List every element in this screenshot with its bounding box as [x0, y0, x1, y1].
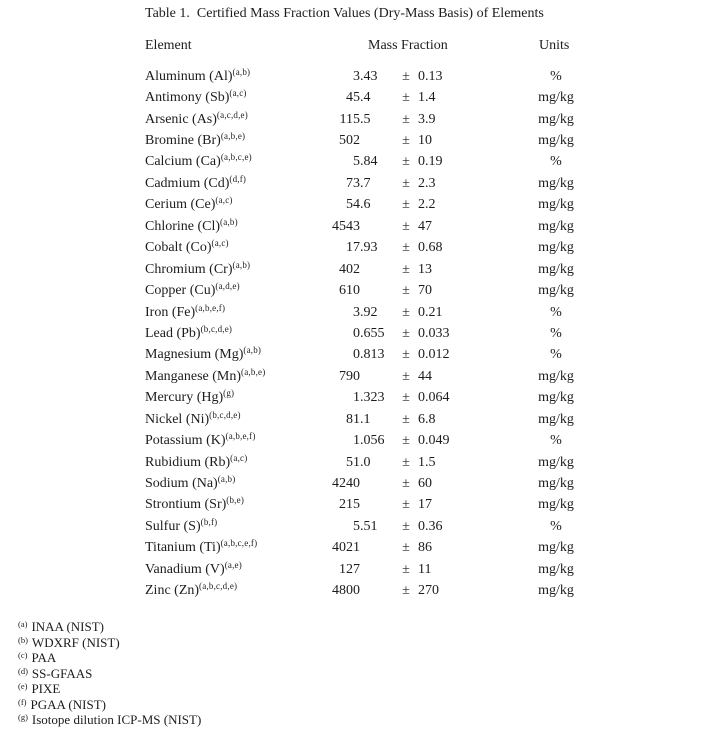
units-cell: mg/kg [538, 133, 574, 149]
table-row [145, 195, 644, 216]
uncertainty-value: 270 [418, 583, 439, 599]
element-name-cell [145, 283, 327, 299]
element-name: Lead (Pb) [145, 325, 201, 341]
footnote-line [18, 681, 201, 697]
footnote-line [18, 650, 201, 666]
uncertainty-value: 3.9 [418, 111, 436, 127]
mass-fraction-value-integer: 4240 [332, 476, 360, 492]
element-name-cell [145, 390, 327, 406]
mass-fraction-value-fraction: .323 [360, 390, 385, 406]
uncertainty-value: 0.049 [418, 433, 450, 449]
uncertainty-value: 0.012 [418, 347, 450, 363]
units-cell: % [550, 518, 562, 534]
plus-minus-sign: ± [402, 175, 410, 191]
element-name-cell [145, 109, 327, 128]
table-row [145, 388, 644, 409]
units-cell: % [550, 68, 562, 84]
uncertainty-value: 60 [418, 476, 432, 492]
element-name: Copper (Cu) [145, 283, 216, 299]
mass-fraction-value-integer: 1 [353, 433, 360, 449]
element-name-cell [145, 173, 327, 192]
footnote-marker: (g) [18, 712, 28, 722]
mass-fraction-value-fraction: .5 [360, 111, 371, 127]
mass-fraction-value-integer: 4543 [332, 218, 360, 234]
units-cell: mg/kg [538, 583, 574, 599]
element-footnote-superscript: (a,b,e) [220, 131, 246, 142]
element-footnote-superscript: (a,b,c,e) [220, 152, 252, 163]
element-footnote-superscript: (a,d,e) [215, 281, 240, 292]
mass-fraction-value-integer: 4800 [332, 583, 360, 599]
table-row [145, 152, 644, 173]
table-body [145, 66, 644, 602]
plus-minus-sign: ± [402, 283, 410, 299]
element-footnote-superscript: (b,c,d,e) [209, 409, 241, 420]
element-name: Vanadium (V) [145, 561, 225, 577]
table-row [145, 280, 644, 301]
element-name-cell [145, 323, 327, 342]
footnote-line [18, 697, 201, 713]
units-cell: mg/kg [538, 111, 574, 127]
table-row [145, 473, 644, 494]
units-cell: % [550, 347, 562, 363]
mass-fraction-value-fraction: .0 [360, 454, 371, 470]
mass-fraction-value-integer: 1 [353, 390, 360, 406]
plus-minus-sign: ± [402, 411, 410, 427]
plus-minus-sign: ± [402, 68, 410, 84]
element-name-cell [145, 347, 327, 363]
plus-minus-sign: ± [402, 583, 410, 599]
table-row [145, 366, 644, 387]
element-name: Mercury (Hg) [145, 390, 224, 406]
element-footnote-superscript: (a,c) [230, 452, 248, 463]
units-cell: % [550, 154, 562, 170]
uncertainty-value: 2.2 [418, 197, 436, 213]
plus-minus-sign: ± [402, 197, 410, 213]
element-footnote-superscript: (d,f) [229, 173, 247, 184]
plus-minus-sign: ± [402, 133, 410, 149]
element-name-cell [145, 497, 327, 513]
uncertainty-value: 0.36 [418, 518, 443, 534]
element-name-cell [145, 409, 327, 428]
mass-fraction-value-fraction: .056 [360, 433, 385, 449]
plus-minus-sign: ± [402, 90, 410, 106]
element-footnote-superscript: (a,c) [211, 238, 229, 249]
footnote-line [18, 712, 201, 728]
element-name: Sulfur (S) [145, 518, 201, 534]
footnote-line [18, 666, 201, 682]
mass-fraction-value-integer: 502 [339, 133, 360, 149]
units-cell: mg/kg [538, 540, 574, 556]
plus-minus-sign: ± [402, 261, 410, 277]
mass-fraction-value-integer: 3 [353, 68, 360, 84]
mass-fraction-value-integer: 0 [353, 325, 360, 341]
mass-fraction-value-integer: 215 [339, 497, 360, 513]
element-name: Antimony (Sb) [145, 90, 230, 106]
element-footnote-superscript: (b,f) [200, 516, 218, 527]
units-cell: mg/kg [538, 197, 574, 213]
mass-fraction-value-fraction: .43 [360, 68, 378, 84]
uncertainty-value: 70 [418, 283, 432, 299]
uncertainty-value: 0.13 [418, 68, 443, 84]
element-name-cell [145, 240, 327, 256]
table-row [145, 409, 644, 430]
units-cell: mg/kg [538, 476, 574, 492]
uncertainty-value: 0.033 [418, 325, 450, 341]
plus-minus-sign: ± [402, 304, 410, 320]
plus-minus-sign: ± [402, 325, 410, 341]
element-name: Bromine (Br) [145, 133, 221, 149]
mass-fraction-value-integer: 115 [339, 111, 360, 127]
table-row [145, 581, 644, 602]
element-name: Manganese (Mn) [145, 368, 242, 384]
units-cell: mg/kg [538, 218, 574, 234]
element-name: Chromium (Cr) [145, 261, 233, 277]
footnote-text: PIXE [31, 681, 61, 696]
mass-fraction-value-fraction: .84 [360, 154, 378, 170]
table-row [145, 323, 644, 344]
footnote-text: PAA [31, 650, 57, 665]
plus-minus-sign: ± [402, 433, 410, 449]
table-title: Table 1. Certified Mass Fraction Values (Dry-Mass Basis) of Elements [145, 6, 544, 21]
mass-fraction-value-integer: 402 [339, 261, 360, 277]
element-name: Rubidium (Rb) [145, 454, 231, 470]
mass-fraction-value-integer: 790 [339, 368, 360, 384]
table-row [145, 109, 644, 130]
mass-fraction-value-integer: 17 [346, 240, 360, 256]
column-header-units: Units [539, 38, 570, 53]
element-name-cell [145, 516, 327, 535]
element-footnote-superscript: (a,b) [220, 216, 238, 227]
plus-minus-sign: ± [402, 518, 410, 534]
plus-minus-sign: ± [402, 561, 410, 577]
mass-fraction-value-fraction: .655 [360, 325, 385, 341]
mass-fraction-value-integer: 0 [353, 347, 360, 363]
element-name-cell [145, 583, 327, 599]
uncertainty-value: 44 [418, 368, 432, 384]
table-row [145, 66, 644, 87]
uncertainty-value: 11 [418, 561, 432, 577]
element-name-cell [145, 452, 327, 471]
element-name: Strontium (Sr) [145, 497, 227, 513]
element-footnote-superscript: (a,b,e) [241, 366, 266, 377]
uncertainty-value: 86 [418, 540, 432, 556]
element-footnote-superscript: (a,b) [217, 474, 236, 485]
table-row [145, 87, 644, 108]
uncertainty-value: 2.3 [418, 175, 436, 191]
element-name: Calcium (Ca) [145, 154, 221, 170]
mass-fraction-value-fraction: .51 [360, 518, 378, 534]
element-footnote-superscript: (a,b,c,d,e) [199, 581, 238, 592]
plus-minus-sign: ± [402, 368, 410, 384]
table-row [145, 430, 644, 451]
mass-fraction-value-integer: 5 [353, 518, 360, 534]
units-cell: % [550, 325, 562, 341]
element-name: Nickel (Ni) [145, 411, 210, 427]
mass-fraction-value-integer: 3 [353, 304, 360, 320]
footnote-text: Isotope dilution ICP-MS (NIST) [31, 712, 202, 727]
element-name-cell [145, 216, 327, 235]
table-row [145, 516, 644, 537]
mass-fraction-value-integer: 81 [346, 411, 360, 427]
mass-fraction-value-integer: 45 [346, 90, 360, 106]
element-footnote-superscript: (b,e) [226, 495, 245, 506]
footnote-line [18, 635, 201, 651]
footnote-line [18, 619, 201, 635]
element-name: Zinc (Zn) [145, 583, 200, 599]
element-name-cell [145, 559, 327, 578]
element-name: Titanium (Ti) [145, 540, 221, 556]
uncertainty-value: 0.68 [418, 240, 443, 256]
mass-fraction-value-integer: 54 [346, 197, 360, 213]
element-name-cell [145, 154, 327, 170]
element-name-cell [145, 366, 327, 385]
uncertainty-value: 47 [418, 218, 432, 234]
element-footnote-superscript: (a,c,d,e) [216, 109, 248, 120]
uncertainty-value: 6.8 [418, 411, 436, 427]
units-cell: mg/kg [538, 368, 574, 384]
uncertainty-value: 0.19 [418, 154, 443, 170]
mass-fraction-value-fraction: .813 [360, 347, 385, 363]
element-footnote-superscript: (a,c) [215, 195, 233, 206]
plus-minus-sign: ± [402, 540, 410, 556]
element-name-cell [145, 133, 327, 149]
footnote-text: PGAA (NIST) [30, 696, 106, 712]
table-row [145, 538, 644, 559]
table-row [145, 173, 644, 194]
element-footnote-superscript: (a,b,e,f) [195, 302, 226, 313]
element-footnote-superscript: (a,b) [243, 345, 262, 356]
uncertainty-value: 17 [418, 497, 432, 513]
uncertainty-value: 1.5 [418, 454, 436, 470]
element-footnote-superscript: (a,b,e,f) [225, 431, 256, 442]
footnote-marker: (d) [18, 665, 28, 676]
element-name-cell [145, 302, 327, 321]
footnote-marker: (e) [18, 681, 28, 691]
table-row [145, 238, 644, 259]
units-cell: mg/kg [538, 261, 574, 277]
element-name-cell [145, 197, 327, 213]
element-name: Cadmium (Cd) [145, 175, 230, 191]
plus-minus-sign: ± [402, 476, 410, 492]
footnote-text: WDXRF (NIST) [31, 634, 120, 650]
element-name: Magnesium (Mg) [145, 347, 244, 363]
mass-fraction-value-integer: 610 [339, 283, 360, 299]
element-footnote-superscript: (a,e) [224, 559, 242, 570]
element-name: Cobalt (Co) [145, 240, 212, 256]
element-name: Iron (Fe) [145, 304, 196, 320]
element-name-cell [145, 540, 327, 556]
mass-fraction-value-integer: 5 [353, 154, 360, 170]
mass-fraction-value-fraction: .92 [360, 304, 378, 320]
mass-fraction-value-fraction: .7 [360, 175, 371, 191]
units-cell: mg/kg [538, 561, 574, 577]
element-name: Aluminum (Al) [145, 68, 233, 84]
element-name: Potassium (K) [145, 433, 226, 449]
element-footnote-superscript: (a,b) [232, 259, 251, 270]
uncertainty-value: 1.4 [418, 90, 436, 106]
units-cell: mg/kg [538, 240, 574, 256]
element-name-cell [145, 259, 327, 278]
mass-fraction-value-integer: 4021 [332, 540, 360, 556]
table-row [145, 302, 644, 323]
units-cell: % [550, 304, 562, 320]
plus-minus-sign: ± [402, 111, 410, 127]
footnote-marker: (a) [18, 619, 28, 629]
element-name: Cerium (Ce) [145, 197, 216, 213]
units-cell: mg/kg [538, 454, 574, 470]
footnotes-block [18, 619, 201, 728]
table-row [145, 345, 644, 366]
units-cell: mg/kg [538, 90, 574, 106]
plus-minus-sign: ± [402, 390, 410, 406]
column-header-element: Element [145, 38, 192, 53]
mass-fraction-value-fraction: .4 [360, 90, 371, 106]
mass-fraction-value-integer: 51 [346, 454, 360, 470]
units-cell: mg/kg [538, 497, 574, 513]
table-row [145, 452, 644, 473]
mass-fraction-value-fraction: .93 [360, 240, 378, 256]
element-footnote-superscript: (a,b) [232, 66, 251, 77]
uncertainty-value: 10 [418, 133, 432, 149]
footnote-marker: (b) [18, 634, 28, 645]
element-name: Chlorine (Cl) [145, 218, 221, 234]
plus-minus-sign: ± [402, 218, 410, 234]
table-row [145, 216, 644, 237]
units-cell: mg/kg [538, 411, 574, 427]
footnote-marker: (c) [18, 650, 28, 660]
plus-minus-sign: ± [402, 240, 410, 256]
element-name-cell [145, 433, 327, 449]
element-footnote-superscript: (g) [223, 388, 235, 399]
uncertainty-value: 0.064 [418, 390, 450, 406]
units-cell: mg/kg [538, 175, 574, 191]
plus-minus-sign: ± [402, 347, 410, 363]
units-cell: mg/kg [538, 283, 574, 299]
element-name-cell [145, 90, 327, 106]
mass-fraction-value-integer: 73 [346, 175, 360, 191]
element-footnote-superscript: (a,c) [229, 88, 247, 99]
element-name-cell [145, 66, 327, 85]
table-row [145, 130, 644, 151]
table-row [145, 259, 644, 280]
uncertainty-value: 13 [418, 261, 432, 277]
element-footnote-superscript: (a,b,c,e,f) [220, 538, 258, 549]
table-row [145, 559, 644, 580]
element-name: Arsenic (As) [145, 111, 217, 127]
plus-minus-sign: ± [402, 497, 410, 513]
mass-fraction-value-integer: 127 [339, 561, 360, 577]
element-name-cell [145, 476, 327, 492]
units-cell: mg/kg [538, 390, 574, 406]
element-name: Sodium (Na) [145, 476, 218, 492]
footnote-text: INAA (NIST) [31, 619, 105, 634]
footnote-marker: (f) [18, 696, 27, 707]
plus-minus-sign: ± [402, 454, 410, 470]
plus-minus-sign: ± [402, 154, 410, 170]
column-header-mass-fraction: Mass Fraction [368, 38, 448, 53]
footnote-text: SS-GFAAS [31, 665, 93, 681]
mass-fraction-value-fraction: .1 [360, 411, 371, 427]
element-footnote-superscript: (b,c,d,e) [200, 323, 233, 334]
units-cell: % [550, 433, 562, 449]
uncertainty-value: 0.21 [418, 304, 443, 320]
mass-fraction-value-fraction: .6 [360, 197, 371, 213]
table-row [145, 495, 644, 516]
